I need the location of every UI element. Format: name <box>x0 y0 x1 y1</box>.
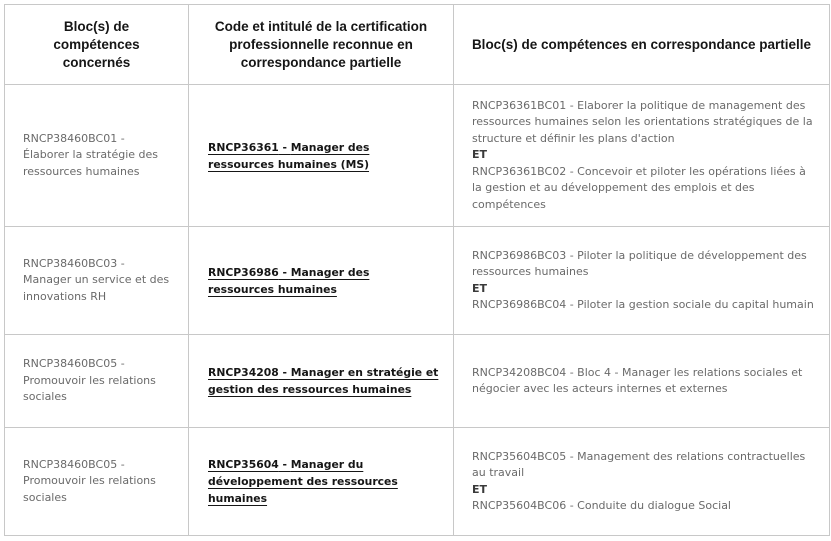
certification-link[interactable]: RNCP36361 - Manager des ressources humaines (MS) <box>208 140 370 171</box>
bloc-cell: RNCP38460BC05 - Promouvoir les relations sociales <box>5 428 189 536</box>
partial-bloc: RNCP36361BC02 - Concevoir et piloter les opérations liées à la gestion et au développement des emplois et des compétences <box>472 164 806 211</box>
certification-title: Manager en stratégie et gestion des ressources humaines <box>208 366 439 396</box>
table-row <box>5 428 830 536</box>
partial-blocs-cell <box>454 227 830 335</box>
partial-blocs-cell <box>454 428 830 536</box>
connector-et: ET <box>472 482 488 496</box>
certification-cell <box>189 227 454 335</box>
header-row <box>5 5 830 85</box>
partial-bloc: RNCP35604BC05 - Management des relations contractuelles au travail <box>472 449 806 479</box>
certification-title: Manager des ressources humaines (MS) <box>208 140 370 171</box>
bloc-cell: RNCP38460BC03 - Manager un service et des innovations RH <box>5 227 189 335</box>
bloc-cell: RNCP38460BC05 - Promouvoir les relations sociales <box>5 335 189 428</box>
table-row <box>5 335 830 428</box>
certification-code: RNCP34208 <box>208 366 279 379</box>
connector-et: ET <box>472 281 488 295</box>
certification-cell <box>189 428 454 536</box>
certification-title: Manager du développement des ressources humaines <box>208 458 398 505</box>
table-row <box>5 85 830 227</box>
header-blocs-partiels: Bloc(s) de compétences en correspondance partielle <box>454 5 830 85</box>
certification-title: Manager des ressources humaines <box>208 265 370 296</box>
partial-bloc: RNCP36986BC04 - Piloter la gestion sociale du capital humain <box>472 298 814 311</box>
correspondence-table <box>4 4 830 536</box>
header-blocs-concernes: Bloc(s) de compétences concernés <box>5 5 189 85</box>
partial-bloc: RNCP36986BC03 - Piloter la politique de développement des ressources humaines <box>472 248 807 278</box>
certification-code: RNCP36986 <box>208 265 279 279</box>
partial-blocs-cell <box>454 335 830 428</box>
partial-bloc: RNCP35604BC06 - Conduite du dialogue Social <box>472 499 731 512</box>
partial-blocs-cell <box>454 85 830 227</box>
certification-cell <box>189 85 454 227</box>
certification-cell <box>189 335 454 428</box>
partial-bloc: RNCP34208BC04 - Bloc 4 - Manager les relations sociales et négocier avec les acteurs internes et externes <box>472 365 803 395</box>
connector-et: ET <box>472 148 488 162</box>
partial-bloc: RNCP36361BC01 - Elaborer la politique de management des ressources humaines selon les orientations stratégiques de la structure et définir les plans d'action <box>472 98 813 145</box>
bloc-cell: RNCP38460BC01 - Élaborer la stratégie des ressources humaines <box>5 85 189 227</box>
header-certification: Code et intitulé de la certification professionnelle reconnue en correspondance partielle <box>189 5 454 85</box>
certification-code: RNCP36361 <box>208 140 279 154</box>
certification-link[interactable]: RNCP34208 - Manager en stratégie et gestion des ressources humaines <box>208 366 439 396</box>
certification-code: RNCP35604 <box>208 458 279 471</box>
certification-link[interactable]: RNCP36986 - Manager des ressources humaines <box>208 265 370 296</box>
table-row <box>5 227 830 335</box>
certification-link[interactable]: RNCP35604 - Manager du développement des ressources humaines <box>208 458 398 505</box>
